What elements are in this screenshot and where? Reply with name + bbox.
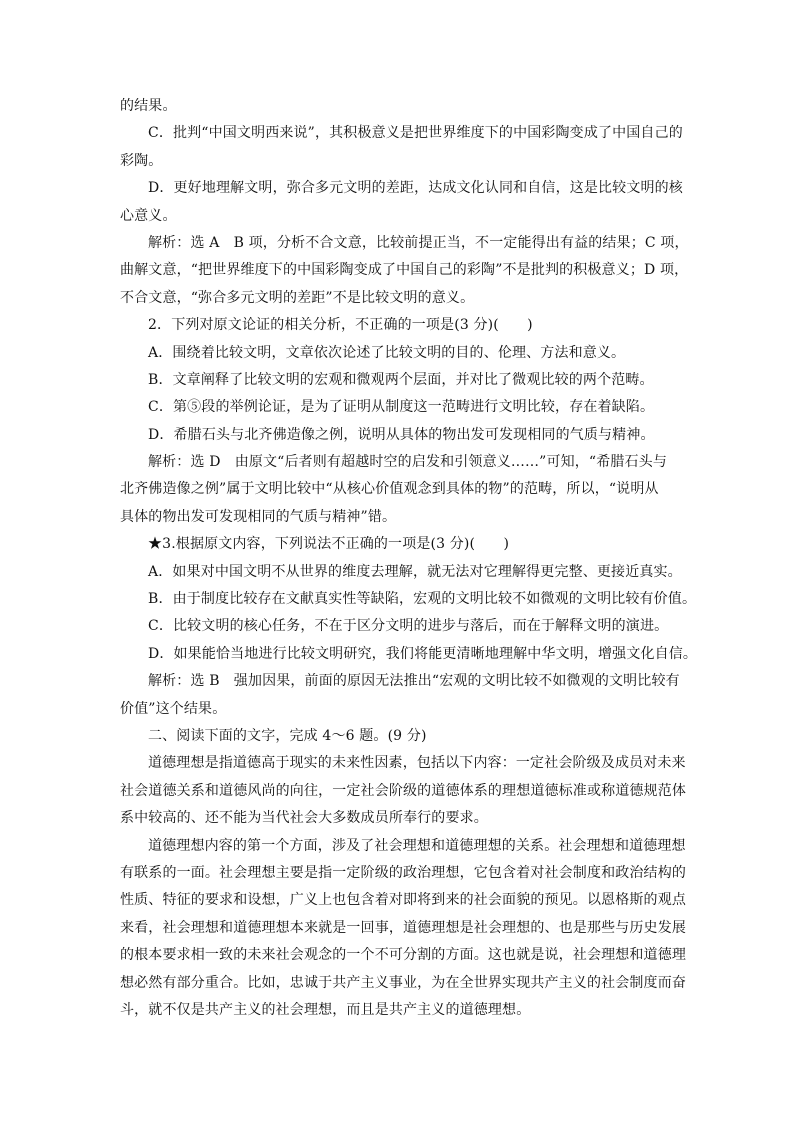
q1-option-d-cont: 心意义。 <box>120 207 177 224</box>
passage-p1: 道德理想是指道德高于现实的未来性因素，包括以下内容：一定社会阶级及成员对未来 <box>148 755 686 772</box>
passage-p2: 道德理想内容的第一个方面，涉及了社会理想和道德理想的关系。社会理想和道德理想 <box>148 837 686 854</box>
q3-analysis: 解析：选 B 强加因果，前面的原因无法推出“宏观的文明比较不如微观的文明比较有 <box>148 673 680 690</box>
q2-analysis-cont: 具体的物出发可发现相同的气质与精神”错。 <box>120 508 397 525</box>
passage-p2-cont: 来看，社会理想和道德理想本来就是一回事，道德理想是社会理想的、也是那些与历史发展 <box>120 919 686 936</box>
passage-p2-cont: 有联系的一面。社会理想主要是指一定阶级的政治理想，它包含着对社会制度和政治结构的 <box>120 864 686 881</box>
passage-p1-cont: 社会道德关系和道德风尚的向往，一定社会阶级的道德体系的理想道德标准或称道德规范体 <box>120 782 686 799</box>
q1-option-c-cont: 彩陶。 <box>120 152 163 169</box>
section-heading: 二、阅读下面的文字，完成 4～6 题。(9 分) <box>148 727 427 744</box>
q3-analysis-cont: 价值”这个结果。 <box>120 700 227 717</box>
q3-stem: ★3.根据原文内容，下列说法不正确的一项是(3 分)( ) <box>148 536 510 553</box>
passage-p2-cont: 的根本要求相一致的未来社会观念的一个不可分割的方面。这也就是说，社会理想和道德理 <box>120 947 686 964</box>
q2-option-b: B．文章阐释了比较文明的宏观和微观两个层面，并对比了微观比较的两个范畴。 <box>148 371 654 388</box>
q1-option-d: D．更好地理解文明，弥合多元文明的差距，达成文化认同和自信，这是比较文明的核 <box>148 180 683 197</box>
q1-option-a-end: 的结果。 <box>120 98 177 114</box>
document-page <box>120 93 698 1024</box>
q2-stem: 2．下列对原文论证的相关分析，不正确的一项是(3 分)( ) <box>148 317 533 334</box>
q1-analysis: 解析：选 A B 项，分析不合文意，比较前提正当，不一定能得出有益的结果；C 项， <box>148 234 689 251</box>
q1-analysis-cont: 不合文意，“弥合多元文明的差距”不是比较文明的意义。 <box>120 289 475 306</box>
q1-analysis-cont: 曲解文意，“把世界维度下的中国彩陶变成了中国自己的彩陶”不是批判的积极意义；D 项， <box>120 262 689 279</box>
passage-p1-cont: 系中较高的、还不能为当代社会大多数成员所奉行的要求。 <box>120 810 488 827</box>
passage-p2-cont: 性质、特征的要求和设想，广义上也包含着对即将到来的社会面貌的预见。以恩格斯的观点 <box>120 892 686 909</box>
q2-analysis: 解析：选 D 由原文“后者则有超越时空的启发和引领意义……”可知，“希腊石头与 <box>148 454 667 471</box>
q3-option-d: D．如果能恰当地进行比较文明研究，我们将能更清晰地理解中华文明，增强文化自信。 <box>148 645 698 662</box>
q3-option-a: A．如果对中国文明不从世界的维度去理解，就无法对它理解得更完整、更接近真实。 <box>148 563 682 580</box>
passage-p2-cont: 想必然有部分重合。比如，忠诚于共产主义事业，为在全世界实现共产主义的社会制度而奋 <box>120 974 686 991</box>
q2-option-d: D．希腊石头与北齐佛造像之例，说明从具体的物出发可发现相同的气质与精神。 <box>148 426 655 443</box>
q2-option-c: C．第⑤段的举例论证，是为了证明从制度这一范畴进行文明比较，存在着缺陷。 <box>148 399 655 416</box>
q3-option-b: B．由于制度比较存在文献真实性等缺陷，宏观的文明比较不如微观的文明比较有价值。 <box>148 591 697 608</box>
passage-p2-cont: 斗，就不仅是共产主义的社会理想，而且是共产主义的道德理想。 <box>120 1001 531 1018</box>
q2-option-a: A．围绕着比较文明，文章依次论述了比较文明的目的、伦理、方法和意义。 <box>148 344 626 361</box>
q3-option-c: C．比较文明的核心任务，不在于区分文明的进步与落后，而在于解释文明的演进。 <box>148 618 669 635</box>
q1-option-c: C．批判“中国文明西来说”，其积极意义是把世界维度下的中国彩陶变成了中国自己的 <box>148 125 683 142</box>
q2-analysis-cont: 北齐佛造像之例”属于文明比较中“从核心价值观念到具体的物”的范畴，所以，“说明从 <box>120 481 659 498</box>
